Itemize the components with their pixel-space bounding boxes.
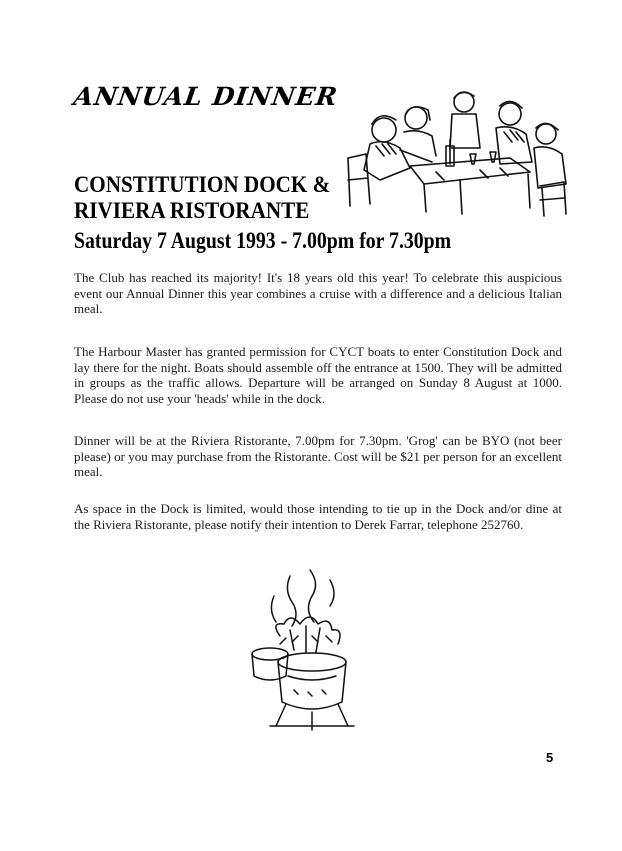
page-number: 5: [546, 750, 554, 765]
title-riviera-ristorante: RIVIERA RISTORANTE: [74, 198, 310, 223]
paragraph-majority: The Club has reached its majority! It's 18 years old this year! To celebrate this auspicious event our Annual Dinner this year combines a cruise with a difference and a delicious Italian meal.: [74, 270, 562, 316]
paragraph-dinner-details: Dinner will be at the Riviera Ristorante, 7.00pm for 7.30pm. 'Grog' can be BYO (not beer please) or you may purchase from the Ristorante. Cost will be $21 per person for an excellent meal.: [74, 433, 562, 479]
paragraph-harbour-master: The Harbour Master has granted permission for CYCT boats to enter Constitution Dock and lay there for the night. Boats should assemble off the entrance at 1500. They will be admitted in groups as the traffic allows. Departure will be arranged on Sunday 8 August at 1000. Please do not use your 'heads' while in the dock.: [74, 344, 562, 406]
cooking-pot-illustration: [250, 566, 362, 734]
paragraph-notify: As space in the Dock is limited, would those intending to tie up in the Dock and/or dine at the Riviera Ristorante, please notify their intention to Derek Farrar, telephone 252760.: [74, 501, 562, 532]
title-event-date: Saturday 7 August 1993 - 7.00pm for 7.30pm: [74, 228, 452, 253]
diners-illustration: [340, 84, 570, 218]
title-constitution-dock: CONSTITUTION DOCK &: [74, 172, 331, 197]
annual-dinner-heading: ANNUAL DINNER: [71, 82, 340, 111]
